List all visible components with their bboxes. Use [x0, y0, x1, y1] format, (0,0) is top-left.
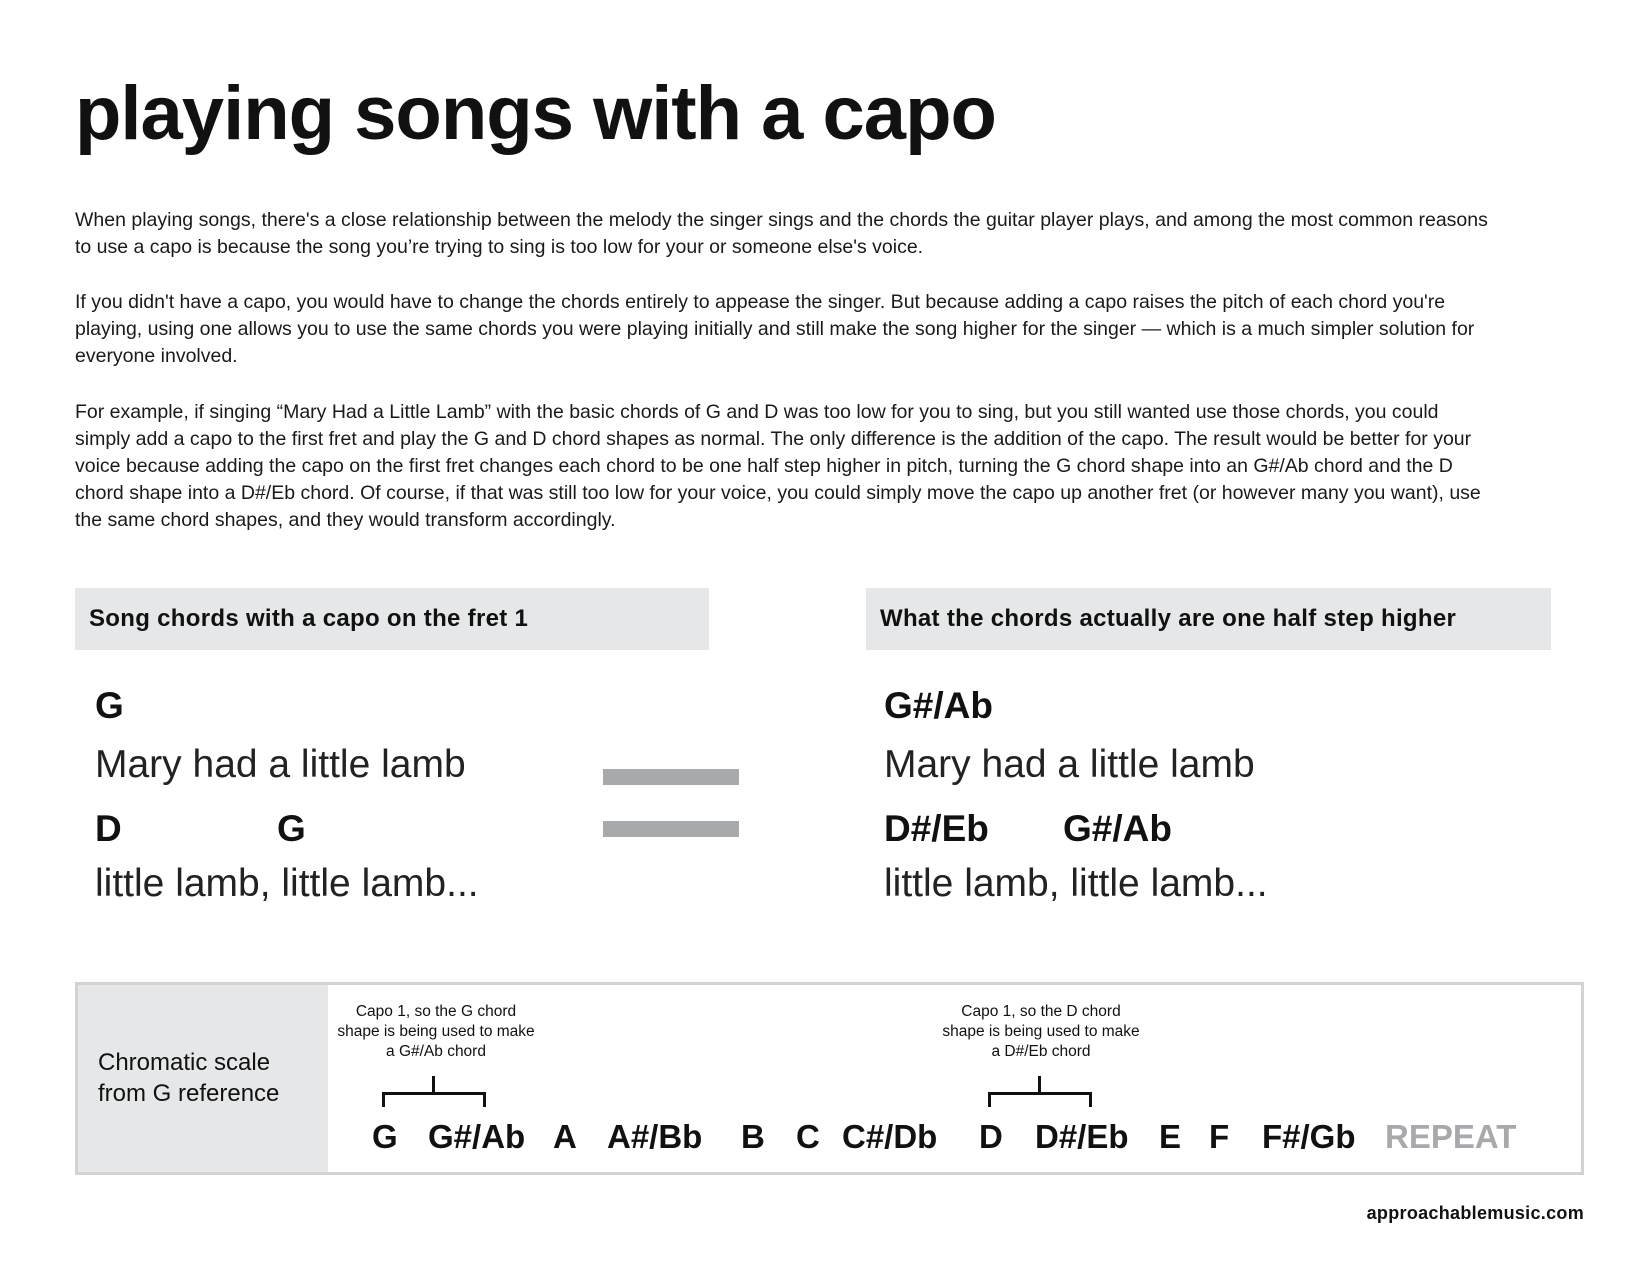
scale-note: A#/Bb	[607, 1118, 703, 1155]
left-chord-2a: D	[95, 808, 122, 849]
scale-note: A	[553, 1118, 577, 1155]
scale-note: E	[1159, 1118, 1182, 1155]
right-chord-2b: G#/Ab	[1063, 808, 1172, 849]
caption-g-chord: Capo 1, so the G chord shape is being used to make a G#/Ab chord	[337, 1003, 535, 1060]
scale-note: D#/Eb	[1035, 1118, 1129, 1155]
scale-note: F#/Gb	[1262, 1118, 1356, 1155]
intro-paragraph-1: When playing songs, there's a close relationship between the melody the singer sings and the chords the guitar player plays, and among the most common reasons to use a capo is because the song you’re trying to sing is too low for your or someone else's voice.	[75, 209, 1488, 258]
scale-note: C	[796, 1118, 820, 1155]
equals-bar-top	[603, 769, 739, 785]
footer-website: approachablemusic.com	[1366, 1203, 1584, 1223]
equals-bar-bottom	[603, 821, 739, 837]
right-chord-2a: D#/Eb	[884, 808, 989, 849]
intro-paragraph-3: For example, if singing “Mary Had a Little Lamb” with the basic chords of G and D was too low for you to sing, but you still wanted use those chords, you could simply add a capo to the first fret and play the G and D chord shapes as normal. The only difference is the addition of the capo. The result would be better for your voice because adding the capo on the first fret changes each chord to be one half step higher in pitch, turning the G chord shape into an G#/Ab chord and the D chord shape into a D#/Eb chord. Of course, if that was still too low for your voice, you could simply move the capo up another fret (or however many you want), use the same chord shapes, and they would transform accordingly.	[75, 401, 1481, 531]
right-panel-header	[866, 588, 1551, 650]
scale-note: D	[979, 1118, 1003, 1155]
chromatic-scale-sidebar	[78, 985, 328, 1172]
right-lyric-1: Mary had a little lamb	[884, 743, 1255, 786]
right-chord-1: G#/Ab	[884, 685, 993, 726]
bracket-d	[988, 1092, 1092, 1107]
scale-note: C#/Db	[842, 1118, 938, 1155]
scale-repeat-label: REPEAT	[1385, 1118, 1517, 1155]
scale-note: F	[1209, 1118, 1230, 1155]
scale-note: B	[741, 1118, 765, 1155]
chromatic-scale-title: Chromatic scale from G reference	[98, 1049, 280, 1107]
left-lyric-1: Mary had a little lamb	[95, 743, 466, 786]
chromatic-scale-box	[75, 982, 1584, 1175]
scale-note: G#/Ab	[428, 1118, 526, 1155]
left-lyric-2: little lamb, little lamb...	[95, 862, 479, 905]
bracket-d-stem	[1038, 1076, 1041, 1094]
page-title: playing songs with a capo	[75, 71, 996, 156]
right-lyric-2: little lamb, little lamb...	[884, 862, 1268, 905]
scale-note: G	[372, 1118, 398, 1155]
bracket-g-stem	[432, 1076, 435, 1094]
left-panel-header	[75, 588, 709, 650]
left-panel-header-text: Song chords with a capo on the fret 1	[89, 605, 529, 632]
left-chord-2b: G	[277, 808, 306, 849]
right-panel-header-text: What the chords actually are one half step higher	[880, 605, 1457, 632]
intro-paragraph-2: If you didn't have a capo, you would have to change the chords entirely to appease the singer. But because adding a capo raises the pitch of each chord you're playing, using one allows you to use the same chords you were playing initially and still make the song higher for the singer — which is a much simpler solution for everyone involved.	[75, 291, 1475, 367]
left-chord-1: G	[95, 685, 124, 726]
bracket-g	[382, 1092, 486, 1107]
caption-d-chord: Capo 1, so the D chord shape is being used to make a D#/Eb chord	[942, 1003, 1140, 1060]
